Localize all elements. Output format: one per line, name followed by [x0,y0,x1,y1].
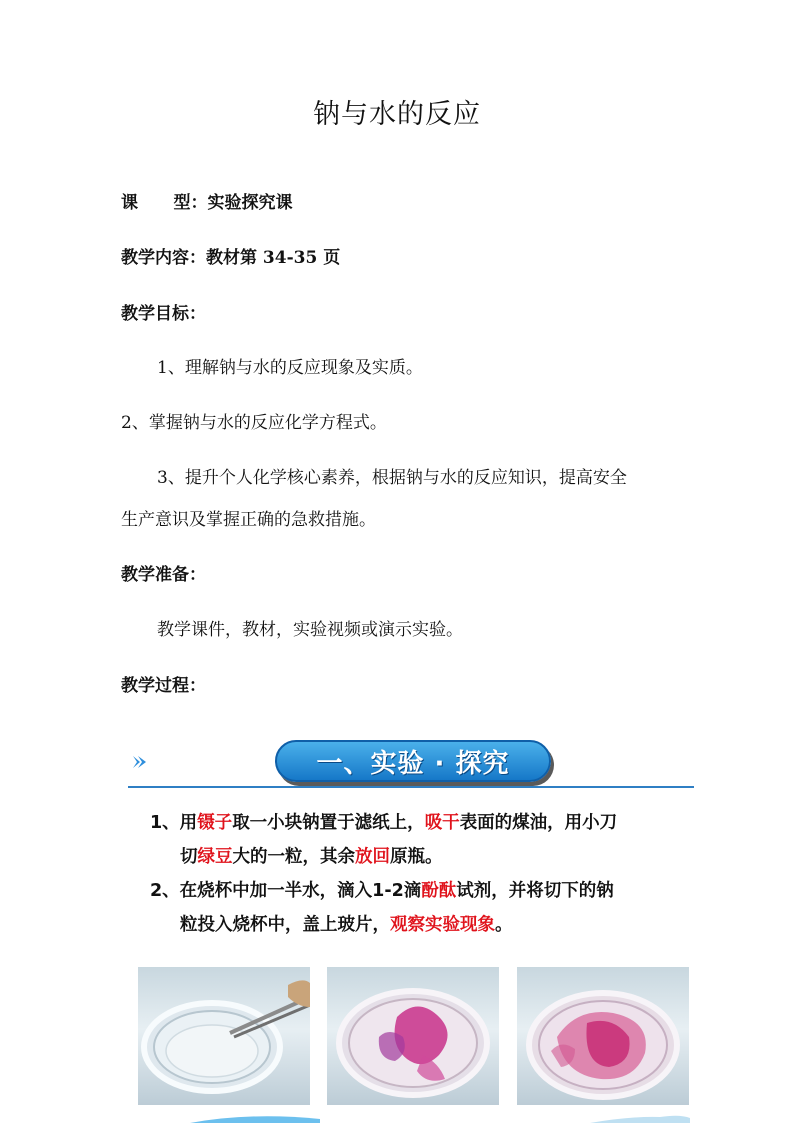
step-1-text: 表面的煤油，用小刀 [459,813,618,833]
beaker-pink-image [327,967,499,1105]
teaching-prep-heading: 教学准备： [121,565,206,585]
step-2-text: 2、在烧杯中加一半水，滴入1-2滴 [150,881,422,901]
step-1-line-1 [150,806,617,840]
step-1-line-2 [180,840,443,874]
decorative-wave [190,1114,690,1123]
step-1-text: 原瓶。 [390,847,443,867]
teaching-content: 教学内容：教材第 34-35 页 [121,248,341,268]
photo-beaker-clear [138,967,310,1105]
step-2-line-1 [150,874,614,908]
goal-3-line-1: 3、提升个人化学核心素养，根据钠与水的反应知识，提高安全 [157,468,627,488]
photo-beaker-pink-start [327,967,499,1105]
arrow-bullet-icon [133,754,147,770]
highlight-tweezers: 镊子 [197,813,233,833]
goal-3-line-2: 生产意识及掌握正确的急救措施。 [121,510,376,530]
step-2-text: 。 [495,915,513,935]
highlight-blot: 吸干 [424,813,460,833]
step-2-text: 试剂，并将切下的钠 [456,881,614,901]
step-2-text: 粒投入烧杯中，盖上玻片， [180,915,390,935]
teaching-goals-heading: 教学目标： [121,304,206,324]
beaker-pink-spread-image [517,967,689,1105]
highlight-phenolphthalein: 酚酞 [421,881,457,901]
highlight-observe: 观察实验现象 [390,915,495,935]
photo-beaker-pink-spread [517,967,689,1105]
section-rule [128,786,694,788]
step-1-text: 大的一粒，其余 [232,847,355,867]
section-banner [275,740,551,782]
step-1-text: 切 [180,847,198,867]
goal-1: 1、理解钠与水的反应现象及实质。 [157,358,423,378]
section-banner-text: 一、实验 · 探究 [316,748,510,779]
step-1-text: 1、用 [150,813,198,833]
teaching-prep-text: 教学课件，教材，实验视频或演示实验。 [157,620,463,640]
document-title: 钠与水的反应 [313,99,481,130]
goal-2: 2、掌握钠与水的反应化学方程式。 [121,413,387,433]
step-2-line-2 [180,908,513,942]
beaker-clear-image [138,967,310,1105]
highlight-return: 放回 [355,847,390,867]
step-1-text: 取一小块钠置于滤纸上， [232,813,425,833]
highlight-mung-bean: 绿豆 [197,847,233,867]
course-type: 课 型：实验探究课 [121,193,293,213]
teaching-process-heading: 教学过程： [121,676,206,696]
